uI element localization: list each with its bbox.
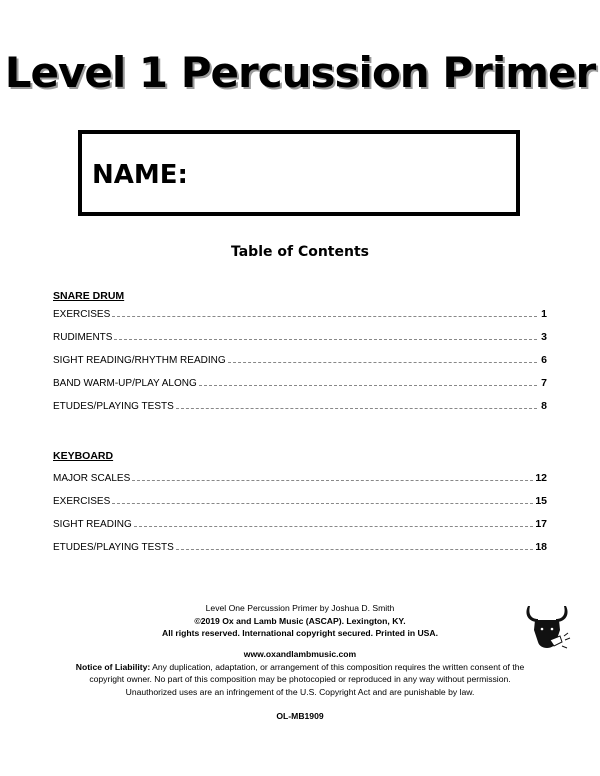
toc-entry-label: SIGHT READING/RHYTHM READING (53, 355, 226, 366)
toc-entry (53, 329, 547, 343)
catalog-number: OL-MB1909 (276, 711, 324, 721)
toc-entry-label: EXERCISES (53, 496, 111, 507)
notice-line-1 (0, 661, 600, 674)
website-link[interactable]: www.oxandlambmusic.com (243, 649, 357, 659)
toc-entry-page: 6 (541, 354, 547, 366)
name-box (78, 130, 520, 216)
section-heading-keyboard: KEYBOARD (53, 450, 114, 462)
notice-line-2: copyright owner. No part of this composition may be photocopied or reproduced in any way without permission. (89, 674, 511, 684)
name-label: NAME: (92, 160, 188, 190)
section-heading-snare-drum: SNARE DRUM (53, 290, 125, 302)
dot-leader (134, 526, 534, 527)
dot-leader (199, 385, 537, 386)
toc-entry (53, 493, 547, 507)
dot-leader (176, 549, 534, 550)
toc-entry-label: MAJOR SCALES (53, 473, 131, 484)
toc-heading: Table of Contents (230, 244, 369, 260)
toc-entry-label: ETUDES/PLAYING TESTS (53, 401, 174, 412)
toc-entry-page: 12 (535, 472, 547, 484)
toc-entry-page: 7 (541, 377, 547, 389)
toc-entry (53, 306, 547, 320)
toc-entry-label: EXERCISES (53, 309, 111, 320)
toc-entry-label: BAND WARM-UP/PLAY ALONG (53, 378, 197, 389)
dot-leader (228, 362, 537, 363)
toc-entry (53, 375, 547, 389)
notice-line-3: Unauthorized uses are an infringement of the U.S. Copyright Act and are punishable by law. (125, 686, 475, 697)
toc-entry-label: RUDIMENTS (53, 332, 113, 343)
page-title: Level 1 Percussion Primer (4, 48, 596, 97)
toc-entry (53, 398, 547, 412)
dot-leader (132, 480, 533, 481)
dot-leader (114, 339, 537, 340)
copyright-line: ©2019 Ox and Lamb Music (ASCAP). Lexington, KY. (194, 615, 406, 626)
toc-entry (53, 516, 547, 530)
toc-entry (53, 352, 547, 366)
dot-leader (112, 316, 537, 317)
toc-entry-page: 3 (541, 331, 547, 343)
toc-entry-page: 8 (541, 400, 547, 412)
credits-block (0, 602, 600, 640)
notice-text: Any duplication, adaptation, or arrangement of this composition requires the written consent of the (150, 661, 525, 672)
notice-block (0, 648, 600, 698)
toc-entry-page: 1 (541, 308, 547, 320)
toc-entry-page: 15 (535, 495, 547, 507)
rights-line: All rights reserved. International copyright secured. Printed in USA. (161, 628, 438, 638)
toc-entry (53, 539, 547, 553)
toc-entry-page: 18 (535, 541, 547, 553)
toc-entry-page: 17 (535, 518, 547, 530)
notice-label: Notice of Liability: (75, 661, 151, 672)
toc-entry (53, 470, 547, 484)
toc-entry-label: SIGHT READING (53, 519, 132, 530)
dot-leader (176, 408, 537, 409)
ox-head-logo-icon (520, 600, 580, 660)
author-line: Level One Percussion Primer by Joshua D. Smith (205, 603, 395, 613)
dot-leader (112, 503, 533, 504)
toc-entry-label: ETUDES/PLAYING TESTS (53, 542, 174, 553)
